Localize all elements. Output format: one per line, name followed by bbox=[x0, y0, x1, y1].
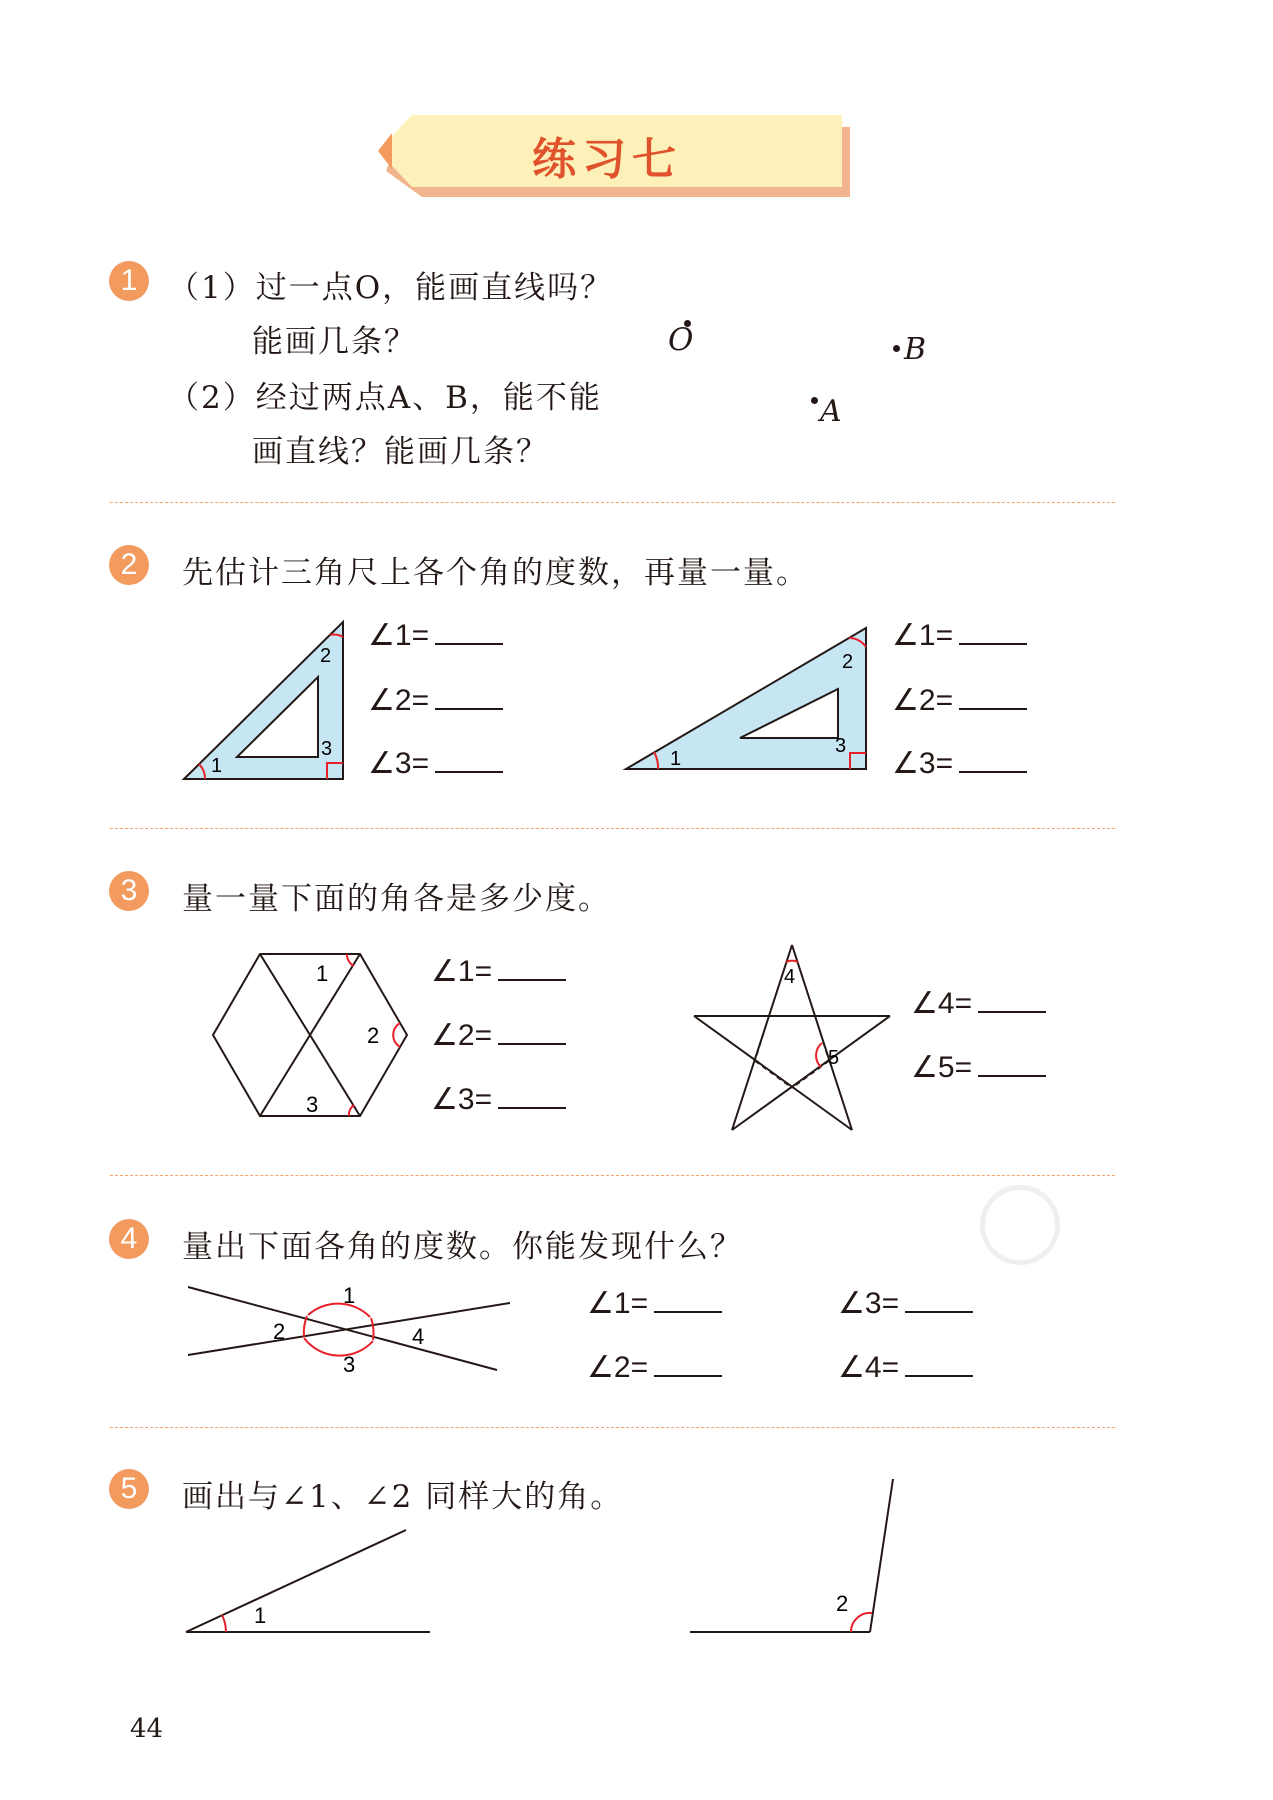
section-divider bbox=[110, 828, 1115, 829]
title-banner bbox=[372, 115, 852, 197]
question-number-3: 3 bbox=[109, 871, 149, 911]
answer-blank[interactable] bbox=[654, 1287, 722, 1313]
q1-part1-line2: 能画几条？ bbox=[252, 324, 417, 360]
triangle-ruler-30-60 bbox=[620, 625, 870, 775]
answer-blank[interactable] bbox=[498, 1019, 566, 1045]
tri1-label-3: 3 bbox=[321, 738, 333, 760]
answer-blank[interactable] bbox=[978, 987, 1046, 1013]
answer-blank[interactable] bbox=[654, 1351, 722, 1377]
question-number-1: 1 bbox=[109, 261, 149, 301]
answer-label: ∠1= bbox=[892, 619, 954, 652]
answer-blank[interactable] bbox=[905, 1351, 973, 1377]
hex-label-2: 2 bbox=[367, 1023, 380, 1048]
answer-label: ∠3= bbox=[892, 747, 954, 780]
tri2-label-3: 3 bbox=[835, 735, 847, 757]
page-number: 44 bbox=[130, 1714, 164, 1744]
answer-angle2-tri1 bbox=[368, 683, 503, 718]
hexagon-figure bbox=[205, 945, 415, 1125]
answer-angle3-hex bbox=[431, 1082, 566, 1117]
answer-blank[interactable] bbox=[959, 747, 1027, 773]
point-b-label: B bbox=[904, 332, 927, 367]
answer-label: ∠1= bbox=[431, 955, 493, 988]
q1-part2-line1: （2）经过两点A、B，能不能 bbox=[168, 380, 602, 416]
answer-label: ∠2= bbox=[431, 1019, 493, 1052]
answer-label: ∠2= bbox=[892, 684, 954, 717]
section-divider bbox=[110, 1175, 1115, 1176]
answer-label: ∠4= bbox=[838, 1351, 900, 1384]
answer-angle2-lines bbox=[587, 1350, 722, 1385]
tri1-label-1: 1 bbox=[211, 755, 223, 777]
hex-label-3: 3 bbox=[306, 1092, 319, 1117]
q5-text: 画出与∠1、∠2 同样大的角。 bbox=[182, 1479, 624, 1515]
section-divider bbox=[110, 502, 1115, 503]
answer-angle1-tri2 bbox=[892, 618, 1027, 653]
answer-angle4-lines bbox=[838, 1350, 973, 1385]
answer-angle5-star bbox=[911, 1050, 1046, 1085]
star-figure bbox=[685, 935, 900, 1135]
publisher-watermark bbox=[980, 1185, 1060, 1265]
q3-text: 量一量下面的角各是多少度。 bbox=[182, 881, 611, 917]
intersect-label-2: 2 bbox=[273, 1319, 286, 1344]
answer-label: ∠3= bbox=[368, 747, 430, 780]
star-label-5: 5 bbox=[828, 1047, 840, 1069]
hex-label-1: 1 bbox=[316, 961, 329, 986]
answer-label: ∠3= bbox=[838, 1287, 900, 1320]
answer-label: ∠5= bbox=[911, 1051, 973, 1084]
q1-part2-line2: 画直线？能画几条？ bbox=[252, 434, 549, 470]
answer-blank[interactable] bbox=[959, 684, 1027, 710]
answer-blank[interactable] bbox=[498, 1083, 566, 1109]
answer-label: ∠2= bbox=[587, 1351, 649, 1384]
answer-blank[interactable] bbox=[498, 955, 566, 981]
point-b-dot bbox=[893, 345, 900, 352]
answer-blank[interactable] bbox=[435, 747, 503, 773]
angle-label-1: 1 bbox=[254, 1603, 267, 1628]
answer-angle2-hex bbox=[431, 1018, 566, 1053]
answer-blank[interactable] bbox=[435, 619, 503, 645]
answer-angle3-tri2 bbox=[892, 746, 1027, 781]
angle-label-2: 2 bbox=[836, 1591, 849, 1616]
q2-text: 先估计三角尺上各个角的度数，再量一量。 bbox=[182, 555, 809, 591]
triangle-ruler-45 bbox=[175, 615, 355, 785]
answer-label: ∠3= bbox=[431, 1083, 493, 1116]
intersecting-lines-figure bbox=[175, 1280, 520, 1390]
point-o-label: O bbox=[668, 322, 694, 358]
page-title: 练习七 bbox=[532, 134, 682, 185]
q1-part1-line1: （1）过一点O，能画直线吗？ bbox=[168, 270, 614, 306]
answer-blank[interactable] bbox=[905, 1287, 973, 1313]
question-number-4: 4 bbox=[109, 1219, 149, 1259]
answer-angle4-star bbox=[911, 986, 1046, 1021]
section-divider bbox=[110, 1427, 1115, 1428]
answer-angle2-tri2 bbox=[892, 683, 1027, 718]
angle-1-figure bbox=[180, 1520, 440, 1640]
angle-2-figure bbox=[680, 1475, 910, 1640]
intersect-label-3: 3 bbox=[343, 1352, 356, 1377]
answer-angle1-lines bbox=[587, 1286, 722, 1321]
answer-label: ∠4= bbox=[911, 987, 973, 1020]
star-label-4: 4 bbox=[784, 966, 796, 988]
answer-angle1-hex bbox=[431, 954, 566, 989]
intersect-label-1: 1 bbox=[343, 1283, 356, 1308]
tri1-label-2: 2 bbox=[320, 645, 332, 667]
answer-label: ∠2= bbox=[368, 684, 430, 717]
answer-label: ∠1= bbox=[368, 619, 430, 652]
question-number-5: 5 bbox=[109, 1469, 149, 1509]
answer-label: ∠1= bbox=[587, 1287, 649, 1320]
q4-text: 量出下面各角的度数。你能发现什么？ bbox=[182, 1229, 743, 1265]
question-number-2: 2 bbox=[109, 545, 149, 585]
answer-angle3-lines bbox=[838, 1286, 973, 1321]
tri2-label-2: 2 bbox=[842, 651, 854, 673]
answer-angle1-tri1 bbox=[368, 618, 503, 653]
intersect-label-4: 4 bbox=[412, 1324, 425, 1349]
answer-blank[interactable] bbox=[959, 619, 1027, 645]
answer-angle3-tri1 bbox=[368, 746, 503, 781]
answer-blank[interactable] bbox=[978, 1051, 1046, 1077]
point-a-label: A bbox=[820, 394, 842, 429]
tri2-label-1: 1 bbox=[670, 748, 682, 770]
answer-blank[interactable] bbox=[435, 684, 503, 710]
point-a-dot bbox=[811, 397, 818, 404]
